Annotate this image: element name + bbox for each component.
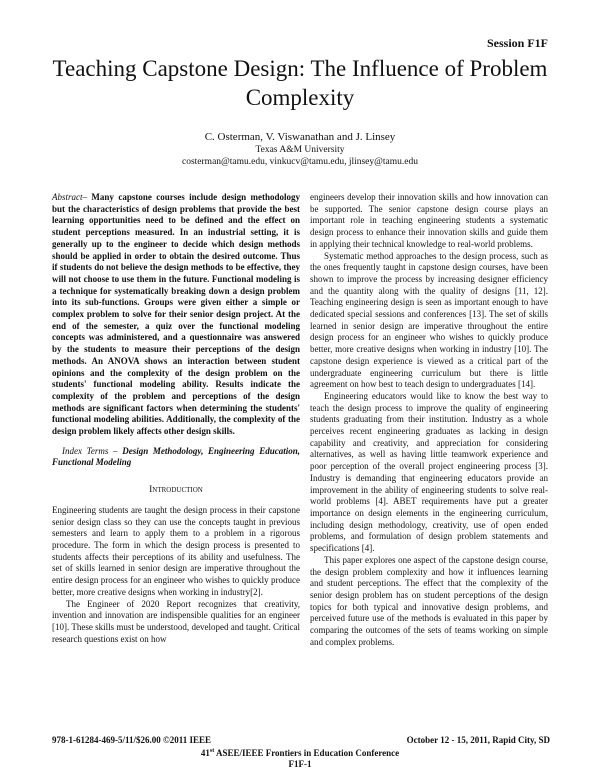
index-terms-lead: Index Terms – bbox=[62, 445, 118, 456]
section-heading-introduction: Introduction bbox=[149, 485, 203, 496]
abstract-lead: Abstract– bbox=[52, 192, 87, 202]
paper-authors: C. Osterman, V. Viswanathan and J. Linsey bbox=[204, 131, 396, 143]
index-terms bbox=[52, 446, 300, 469]
left-column bbox=[52, 192, 300, 645]
footer-conf-number: 41 bbox=[200, 748, 210, 758]
footer-conference bbox=[0, 746, 600, 770]
paper-emails: costerman@tamu.edu, vinkucv@tamu.edu, jlinsey@tamu.edu bbox=[182, 157, 418, 167]
right-column bbox=[310, 192, 548, 648]
right-paragraph-1: Systematic method approaches to the design process, such as the ones frequently taught in capstone design courses, have been shown to improve the process by increasing designer efficiency and the quantity along with the quality of designs [11, 12]. Teaching engineering design is seen as important enough to have dedicated special sessions and conferences [13]. The set of skills learned in senior design are imperative throughout the entire design process for an engineer who wishes to quickly produce better, more creative designs when working in industry [10]. The capstone design experience is viewed as a critical part of the undergraduate engineering curriculum but there is little agreement on how best to teach design to undergraduates [14]. bbox=[310, 250, 548, 390]
intro-paragraph-1: Engineering students are taught the design process in their capstone senior design class so they can use the concepts taught in previous semesters and learn to apply them to a problem in a rigorous procedure. The form in which the design process is presented to students affects their perceptions of its ability and usefulness. The set of skills learned in senior design are imperative throughout the entire design process for an engineer who wishes to quickly produce better, more creative designs when working in industry[2]. bbox=[52, 504, 300, 597]
footer-page-number: F1F-1 bbox=[288, 759, 312, 769]
intro-paragraph-2: The Engineer of 2020 Report recognizes that creativity, invention and innovation are indispensible qualities for an engineer [10]. These skills must be understood, developed and taught. Critical research questions exist on how bbox=[52, 598, 300, 644]
session-label: Session F1F bbox=[486, 36, 548, 50]
right-paragraph-2: Engineering educators would like to know the best way to teach the design process to improve the quality of engineering students graduating from their institution. Industry as a whole perceives recent engineering graduates as lacking in design capability and creativity, and appreciation for considering alternatives, as well as having little teamwork experience and poor perception of the overall project engineering process [3]. Industry is demanding that engineering educators provide an improvement in the ability of engineering students to solve real-world problems [4]. ABET requirements have put a greater importance on design elements in the engineering curriculum, including design methodology, creativity, use of open ended problems, and formulation of design problem statements and specifications [4]. bbox=[310, 390, 548, 554]
index-terms-text: Design Methodology, Engineering Education, Functional Modeling bbox=[52, 445, 300, 468]
footer-conf-sup: st bbox=[209, 748, 215, 754]
footer-isbn: 978-1-61284-469-5/11/$26.00 ©2011 IEEE bbox=[52, 735, 211, 745]
right-paragraph-3: This paper explores one aspect of the capstone design course, the design problem complexity and how it influences learning and student perceptions. The effect that the complexity of the senior design problem has on student perceptions of the design topics for both typical and innovative design problems, and perceived future use of the methods is evaluated in this paper by comparing the outcomes of the sets of teams working on simple and complex problems. bbox=[310, 554, 548, 647]
footer-conf-name: ASEE/IEEE Frontiers in Education Conference bbox=[214, 748, 400, 758]
right-paragraph-0: engineers develop their innovation skills and how innovation can be supported. The senior capstone design course plays an important role in teaching engineering students a systematic design process to enhance their innovation skills and guide them in applying their technical knowledge to real-world problems. bbox=[310, 192, 548, 249]
footer-dates: October 12 - 15, 2011, Rapid City, SD bbox=[406, 735, 550, 745]
abstract-text: Many capstone courses include design methodology but the characteristics of design problems that provide the best learning opportunities need to be defined and the effect on student perceptions measured. In an industrial setting, it is generally up to the engineer to decide which design methods should be applied in order to obtain the desired outcome. Thus if students do not believe the design methods to be effective, they will not choose to use them in the future. Functional modeling is a technique for systematically breaking down a design problem into its sub-functions. Groups were given either a simple or complex problem to solve for their senior design project. At the end of the semester, a quiz over the functional modeling concepts was administered, and a questionnaire was answered by the students to measure their perceptions of the design methods. An ANOVA shows an interaction between student opinions and the complexity of the design problem on the students' functional modeling ability. Results indicate the complexity of the problem and perceptions of the design methods are significant factors when determining the students' functional modeling abilities. Additionally, the complexity of the design problem likely affects other design skills. bbox=[52, 192, 300, 437]
paper-title: Teaching Capstone Design: The Influence of Problem Complexity bbox=[52, 56, 548, 110]
abstract bbox=[52, 192, 300, 438]
paper-affiliation: Texas A&M University bbox=[255, 145, 345, 155]
